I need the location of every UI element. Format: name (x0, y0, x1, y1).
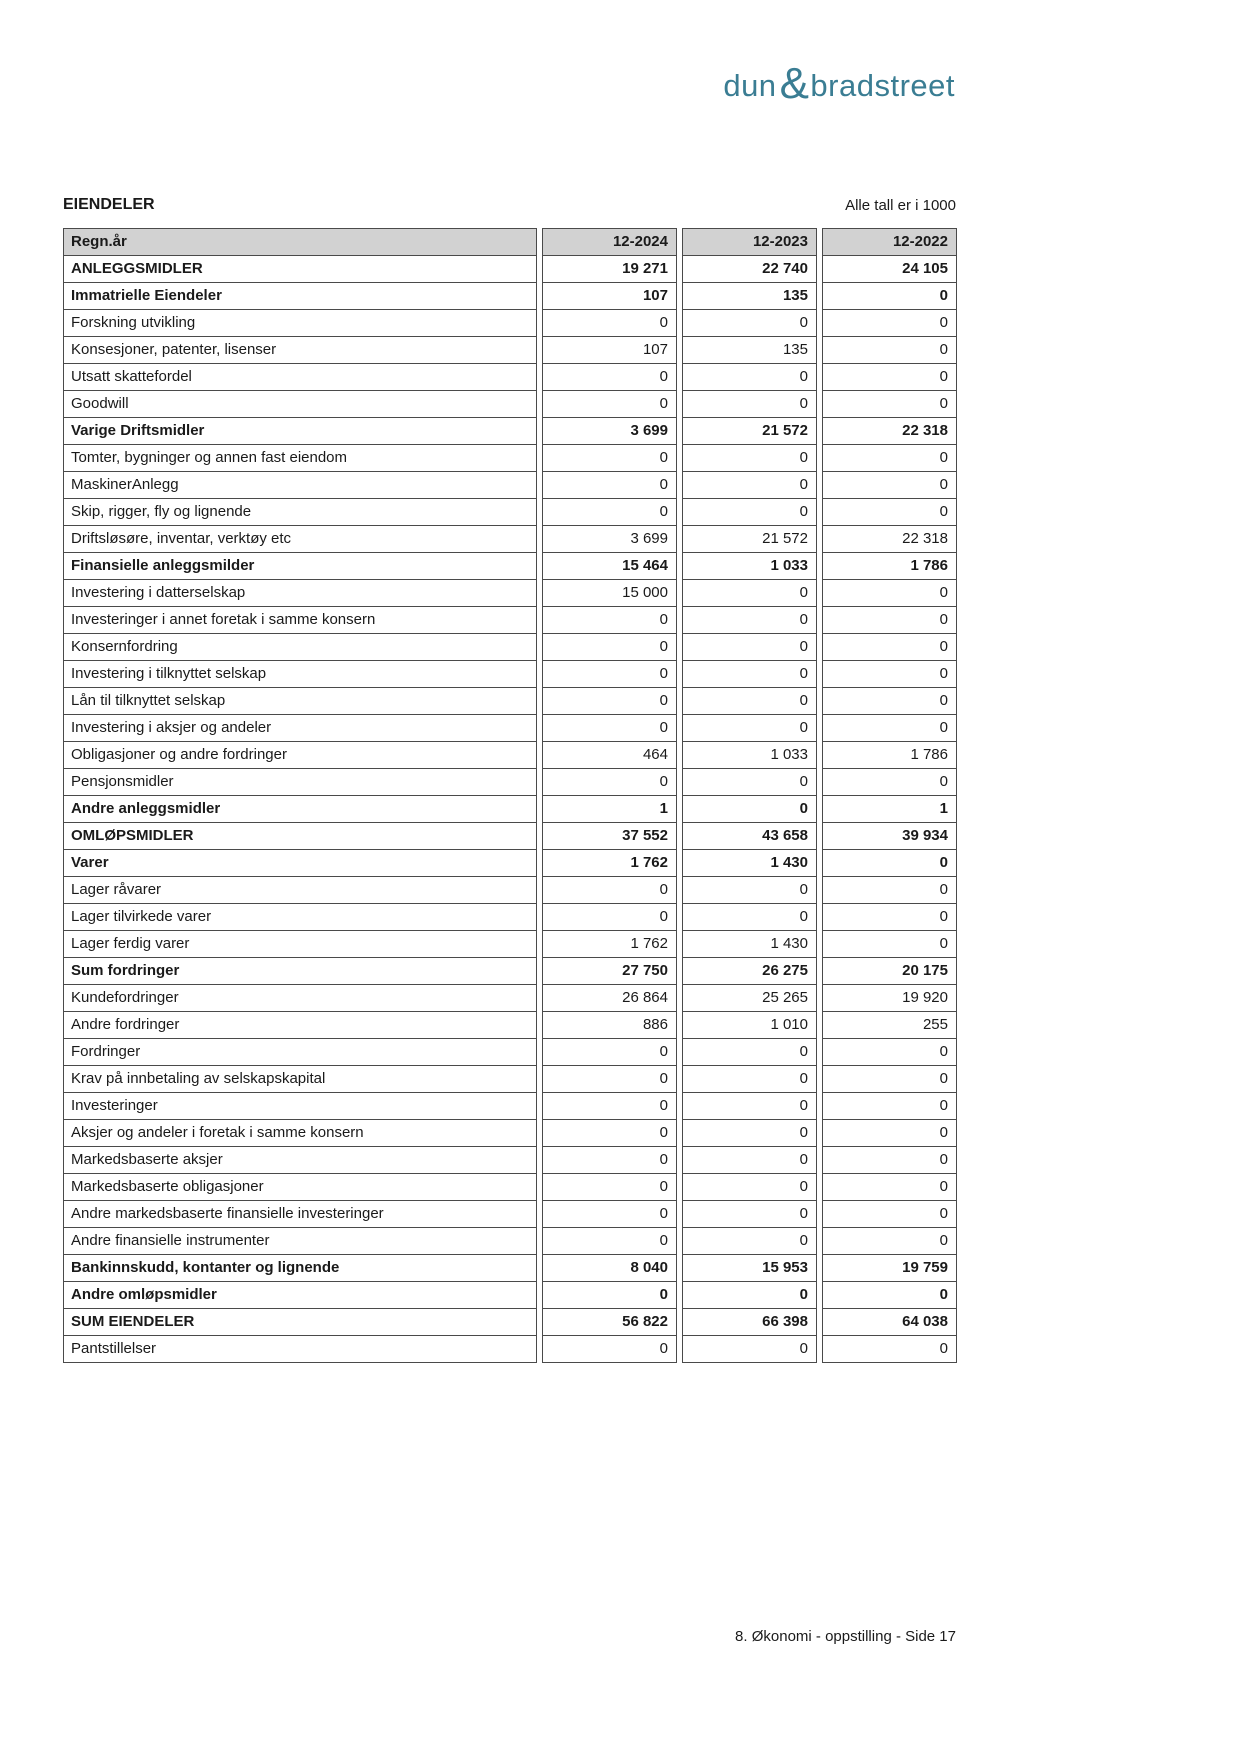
row-value: 26 275 (682, 957, 817, 985)
row-value: 0 (542, 633, 677, 661)
row-value: 0 (822, 660, 957, 688)
row-label: Finansielle anleggsmilder (63, 552, 537, 580)
row-value: 0 (542, 1335, 677, 1363)
row-value: 0 (682, 444, 817, 472)
table-row (63, 1254, 958, 1282)
row-value: 0 (822, 687, 957, 715)
row-value: 15 464 (542, 552, 677, 580)
row-label: Markedsbaserte obligasjoner (63, 1173, 537, 1201)
row-label: Lager råvarer (63, 876, 537, 904)
row-value: 0 (682, 714, 817, 742)
table-row (63, 795, 958, 823)
row-label: Skip, rigger, fly og lignende (63, 498, 537, 526)
row-label: Utsatt skattefordel (63, 363, 537, 391)
row-label: Andre markedsbaserte finansielle investeringer (63, 1200, 537, 1228)
row-value: 0 (682, 903, 817, 931)
row-value: 0 (682, 606, 817, 634)
row-value: 3 699 (542, 525, 677, 553)
row-label: Bankinnskudd, kontanter og lignende (63, 1254, 537, 1282)
row-value: 1 762 (542, 849, 677, 877)
row-value: 0 (822, 849, 957, 877)
table-row (63, 525, 958, 553)
row-value: 0 (682, 768, 817, 796)
row-value: 15 000 (542, 579, 677, 607)
table-row (63, 1335, 958, 1363)
table-row (63, 687, 958, 715)
row-value: 0 (682, 390, 817, 418)
row-label: Sum fordringer (63, 957, 537, 985)
row-value: 0 (542, 1227, 677, 1255)
row-value: 0 (822, 876, 957, 904)
row-value: 0 (682, 687, 817, 715)
row-value: 0 (822, 336, 957, 364)
row-value: 0 (822, 930, 957, 958)
table-row (63, 714, 958, 742)
row-label: Andre finansielle instrumenter (63, 1227, 537, 1255)
row-label: Obligasjoner og andre fordringer (63, 741, 537, 769)
row-label: Andre omløpsmidler (63, 1281, 537, 1309)
row-value: 0 (822, 714, 957, 742)
row-value: 0 (822, 903, 957, 931)
row-value: 0 (822, 1200, 957, 1228)
row-value: 37 552 (542, 822, 677, 850)
row-value: 25 265 (682, 984, 817, 1012)
row-value: 0 (542, 1146, 677, 1174)
page-title: EIENDELER (63, 196, 155, 213)
row-value: 0 (822, 1281, 957, 1309)
row-value: 0 (822, 471, 957, 499)
row-value: 43 658 (682, 822, 817, 850)
row-value: 0 (822, 498, 957, 526)
table-row (63, 444, 958, 472)
table-body (63, 255, 958, 1363)
table-row (63, 498, 958, 526)
row-label: SUM EIENDELER (63, 1308, 537, 1336)
row-value: 0 (682, 660, 817, 688)
row-value: 15 953 (682, 1254, 817, 1282)
row-value: 0 (542, 606, 677, 634)
row-label: Pantstillelser (63, 1335, 537, 1363)
assets-table (63, 228, 958, 1363)
row-value: 0 (542, 714, 677, 742)
table-row (63, 984, 958, 1012)
row-value: 27 750 (542, 957, 677, 985)
row-value: 1 430 (682, 849, 817, 877)
row-value: 0 (822, 1227, 957, 1255)
row-value: 886 (542, 1011, 677, 1039)
row-value: 135 (682, 336, 817, 364)
row-label: Driftsløsøre, inventar, verktøy etc (63, 525, 537, 553)
row-label: Aksjer og andeler i foretak i samme konsern (63, 1119, 537, 1147)
table-row (63, 1011, 958, 1039)
row-value: 1 786 (822, 741, 957, 769)
row-value: 0 (822, 444, 957, 472)
row-value: 22 318 (822, 417, 957, 445)
row-value: 0 (822, 1335, 957, 1363)
row-value: 0 (682, 579, 817, 607)
row-label: Investeringer (63, 1092, 537, 1120)
column-header-regnar: Regn.år (63, 228, 537, 256)
table-row (63, 552, 958, 580)
row-value: 0 (822, 1092, 957, 1120)
row-value: 19 920 (822, 984, 957, 1012)
row-value: 0 (542, 660, 677, 688)
row-label: Krav på innbetaling av selskapskapital (63, 1065, 537, 1093)
table-row (63, 876, 958, 904)
row-label: Pensjonsmidler (63, 768, 537, 796)
row-value: 0 (822, 309, 957, 337)
row-value: 66 398 (682, 1308, 817, 1336)
logo-text-bradstreet: bradstreet (810, 68, 955, 103)
row-value: 0 (542, 444, 677, 472)
row-value: 1 033 (682, 552, 817, 580)
table-row (63, 1146, 958, 1174)
page-footer: 8. Økonomi - oppstilling - Side 17 (735, 1628, 956, 1645)
row-value: 0 (822, 363, 957, 391)
logo-text-dun: dun (723, 68, 777, 103)
row-value: 0 (542, 309, 677, 337)
table-row (63, 417, 958, 445)
row-value: 0 (822, 768, 957, 796)
row-label: Konsesjoner, patenter, lisenser (63, 336, 537, 364)
column-header-2022: 12-2022 (822, 228, 957, 256)
table-row (63, 1173, 958, 1201)
table-row (63, 768, 958, 796)
row-value: 26 864 (542, 984, 677, 1012)
row-value: 107 (542, 282, 677, 310)
row-value: 20 175 (822, 957, 957, 985)
row-value: 1 430 (682, 930, 817, 958)
row-value: 0 (542, 1173, 677, 1201)
row-value: 24 105 (822, 255, 957, 283)
dun-bradstreet-logo (723, 59, 955, 110)
row-value: 0 (682, 1038, 817, 1066)
row-label: OMLØPSMIDLER (63, 822, 537, 850)
row-value: 0 (682, 1065, 817, 1093)
row-label: ANLEGGSMIDLER (63, 255, 537, 283)
row-value: 1 010 (682, 1011, 817, 1039)
row-value: 0 (682, 1092, 817, 1120)
table-row (63, 633, 958, 661)
row-value: 0 (542, 363, 677, 391)
row-value: 19 271 (542, 255, 677, 283)
row-value: 0 (542, 1092, 677, 1120)
row-value: 0 (682, 633, 817, 661)
row-value: 1 (822, 795, 957, 823)
row-value: 1 033 (682, 741, 817, 769)
row-value: 22 318 (822, 525, 957, 553)
table-row (63, 930, 958, 958)
row-value: 0 (542, 1281, 677, 1309)
table-row (63, 660, 958, 688)
row-value: 0 (682, 795, 817, 823)
table-header-row (63, 228, 958, 256)
row-value: 0 (822, 390, 957, 418)
row-label: Markedsbaserte aksjer (63, 1146, 537, 1174)
row-value: 0 (682, 363, 817, 391)
row-label: Investeringer i annet foretak i samme konsern (63, 606, 537, 634)
table-row (63, 903, 958, 931)
column-header-2023: 12-2023 (682, 228, 817, 256)
row-label: Investering i tilknyttet selskap (63, 660, 537, 688)
row-value: 0 (682, 1119, 817, 1147)
row-value: 0 (822, 1119, 957, 1147)
table-row (63, 822, 958, 850)
row-value: 1 786 (822, 552, 957, 580)
row-value: 1 762 (542, 930, 677, 958)
row-value: 464 (542, 741, 677, 769)
row-value: 8 040 (542, 1254, 677, 1282)
row-value: 0 (682, 1335, 817, 1363)
row-value: 3 699 (542, 417, 677, 445)
row-label: Andre fordringer (63, 1011, 537, 1039)
row-value: 19 759 (822, 1254, 957, 1282)
units-note: Alle tall er i 1000 (845, 197, 956, 214)
table-row (63, 336, 958, 364)
row-label: Varer (63, 849, 537, 877)
table-row (63, 1092, 958, 1120)
table-row (63, 1200, 958, 1228)
table-row (63, 1119, 958, 1147)
row-value: 0 (682, 309, 817, 337)
row-label: MaskinerAnlegg (63, 471, 537, 499)
row-value: 0 (542, 498, 677, 526)
row-value: 22 740 (682, 255, 817, 283)
row-value: 107 (542, 336, 677, 364)
row-value: 0 (682, 1200, 817, 1228)
table-row (63, 1308, 958, 1336)
row-value: 0 (682, 1146, 817, 1174)
table-row (63, 741, 958, 769)
table-row (63, 363, 958, 391)
row-value: 0 (542, 1200, 677, 1228)
row-label: Lager tilvirkede varer (63, 903, 537, 931)
row-value: 0 (542, 390, 677, 418)
row-label: Konsernfordring (63, 633, 537, 661)
row-value: 0 (542, 687, 677, 715)
row-label: Investering i datterselskap (63, 579, 537, 607)
row-value: 0 (822, 282, 957, 310)
row-value: 0 (682, 498, 817, 526)
table-row (63, 282, 958, 310)
row-label: Lager ferdig varer (63, 930, 537, 958)
row-value: 0 (822, 579, 957, 607)
table-row (63, 849, 958, 877)
row-label: Immatrielle Eiendeler (63, 282, 537, 310)
row-value: 0 (542, 1038, 677, 1066)
row-value: 0 (822, 633, 957, 661)
section-titlebar (63, 196, 956, 214)
row-value: 0 (822, 606, 957, 634)
row-value: 0 (822, 1146, 957, 1174)
row-value: 0 (682, 1227, 817, 1255)
table-row (63, 1227, 958, 1255)
column-header-2024: 12-2024 (542, 228, 677, 256)
logo-ampersand-icon: & (779, 59, 810, 108)
table-row (63, 255, 958, 283)
table-row (63, 309, 958, 337)
table-row (63, 1281, 958, 1309)
row-value: 0 (542, 876, 677, 904)
row-label: Goodwill (63, 390, 537, 418)
row-label: Andre anleggsmidler (63, 795, 537, 823)
row-label: Kundefordringer (63, 984, 537, 1012)
table-row (63, 579, 958, 607)
row-value: 21 572 (682, 525, 817, 553)
row-value: 0 (682, 1173, 817, 1201)
row-label: Varige Driftsmidler (63, 417, 537, 445)
table-row (63, 1038, 958, 1066)
table-row (63, 390, 958, 418)
row-label: Investering i aksjer og andeler (63, 714, 537, 742)
row-value: 0 (682, 876, 817, 904)
row-value: 0 (542, 768, 677, 796)
row-value: 21 572 (682, 417, 817, 445)
table-row (63, 957, 958, 985)
row-value: 0 (822, 1173, 957, 1201)
row-value: 0 (822, 1038, 957, 1066)
row-value: 56 822 (542, 1308, 677, 1336)
row-value: 255 (822, 1011, 957, 1039)
row-value: 1 (542, 795, 677, 823)
row-label: Tomter, bygninger og annen fast eiendom (63, 444, 537, 472)
row-value: 0 (682, 471, 817, 499)
row-value: 0 (682, 1281, 817, 1309)
row-value: 64 038 (822, 1308, 957, 1336)
table-row (63, 471, 958, 499)
row-value: 0 (542, 1119, 677, 1147)
row-label: Lån til tilknyttet selskap (63, 687, 537, 715)
row-value: 0 (822, 1065, 957, 1093)
table-row (63, 606, 958, 634)
row-label: Fordringer (63, 1038, 537, 1066)
table-row (63, 1065, 958, 1093)
row-value: 0 (542, 1065, 677, 1093)
row-label: Forskning utvikling (63, 309, 537, 337)
row-value: 0 (542, 471, 677, 499)
row-value: 39 934 (822, 822, 957, 850)
row-value: 135 (682, 282, 817, 310)
row-value: 0 (542, 903, 677, 931)
